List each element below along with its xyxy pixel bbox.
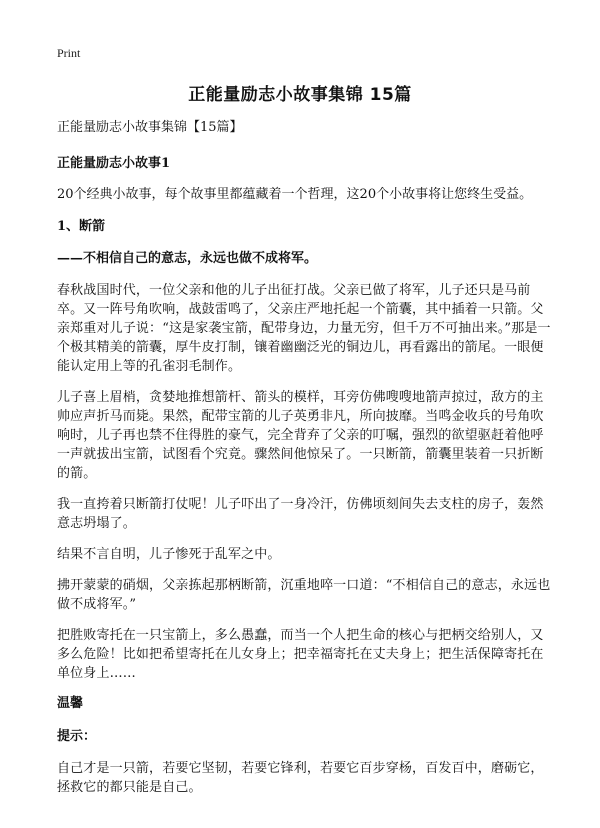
story-paragraph: 拂开蒙蒙的硝烟，父亲拣起那柄断箭，沉重地啐一口道：“不相信自己的意志，永远也做不成将军。” xyxy=(57,578,551,612)
warm-label: 温馨 xyxy=(57,696,84,711)
story-paragraph: 结果不言自明，儿子惨死于乱军之中。 xyxy=(57,547,281,562)
story-heading: 正能量励志小故事1 xyxy=(57,156,171,171)
print-label: Print xyxy=(57,46,81,60)
document-title: 正能量励志小故事集锦 15篇 xyxy=(188,85,412,105)
closing-paragraph: 自己才是一只箭，若要它坚韧，若要它锋利，若要它百步穿杨，百发百中，磨砺它，拯救它的都只能是自己。 xyxy=(57,761,544,795)
story-paragraph: 把胜败寄托在一只宝箭上，多么愚蠢，而当一个人把生命的核心与把柄交给别人，又多么危险！比如把希望寄托在儿女身上；把幸福寄托在丈夫身上；把生活保障寄托在单位身上…… xyxy=(57,628,544,681)
intro-paragraph: 20个经典小故事，每个故事里都蕴藏着一个哲理，这20个小故事将让您终生受益。 xyxy=(57,187,533,202)
tip-label: 提示： xyxy=(57,729,97,744)
document-body xyxy=(57,118,551,809)
document-subtitle: 正能量励志小故事集锦【15篇】 xyxy=(57,120,243,135)
section-heading: 1、断箭 xyxy=(57,219,106,234)
story-paragraph: 儿子喜上眉梢，贪婪地推想箭杆、箭头的模样，耳旁仿佛嗖嗖地箭声掠过，敌方的主帅应声折马而毙。果然，配带宝箭的儿子英勇非凡，所向披靡。当鸣金收兵的号角吹响时，儿子再也禁不住得胜的豪气，完全背弃了父亲的叮嘱，强烈的欲望驱赶着他呼一声就拔出宝箭，试图看个究竟。骤然间他惊呆了。一只断箭，箭囊里装着一只折断的箭。 xyxy=(57,390,544,481)
story-quote: ——不相信自己的意志，永远也做不成将军。 xyxy=(57,251,318,266)
story-paragraph: 我一直挎着只断箭打仗呢！儿子吓出了一身冷汗，仿佛顷刻间失去支柱的房子，轰然意志坍塌了。 xyxy=(57,497,544,531)
story-paragraph: 春秋战国时代，一位父亲和他的儿子出征打战。父亲已做了将军，儿子还只是马前卒。又一阵号角吹响，战鼓雷鸣了，父亲庄严地托起一个箭囊，其中插着一只箭。父亲郑重对儿子说：“这是家袭宝箭，配带身边，力量无穷，但千万不可抽出来。”那是一个极其精美的箭囊，厚牛皮打制，镶着幽幽泛光的铜边儿，再看露出的箭尾。一眼便能认定用上等的孔雀羽毛制作。 xyxy=(57,283,551,374)
